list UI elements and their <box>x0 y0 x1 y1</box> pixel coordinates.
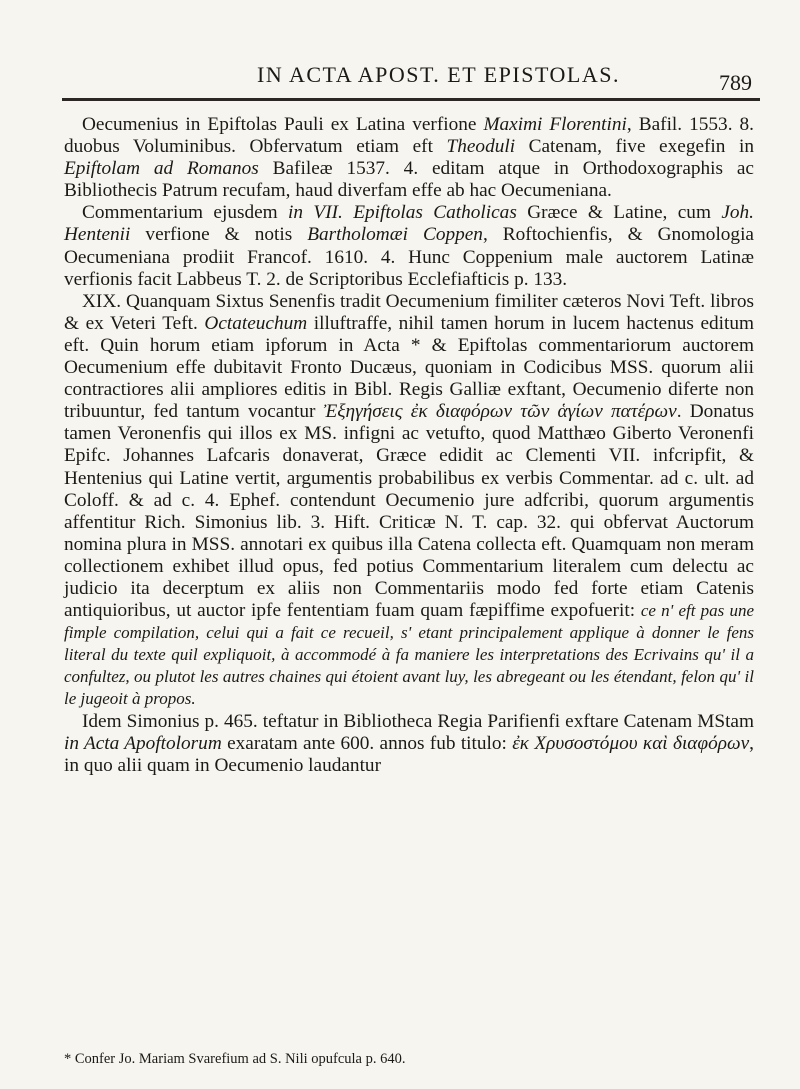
text-run: Oecumenius in Epiftolas Pauli ex Latina verfione <box>82 114 484 135</box>
italic-text-run: ce n' eft pas une fimple compilation, celui qui a fait ce recueil, s' etant principalement applique à donner le fens literal du texte quil expliquoit, à accommodé à fa maniere les interpretations des Ecrivains qu' il a confultez, ou plutot les autres chaines qui étoient avant luy, les abregeant ou les étendant, felon qu' il le jugeoit à propos. <box>64 601 755 709</box>
italic-text-run: Joh. Hentenii <box>64 202 754 246</box>
paragraph-commentarium <box>64 202 754 290</box>
body-text <box>64 114 754 777</box>
text-run: Græce & Latine, cum <box>516 202 722 224</box>
italic-text-run: Ἐξηγήσεις ἐκ διαφόρων τῶν ἁγίων πατέρων <box>323 401 677 423</box>
text-run: XIX. Quanquam Sixtus Senenfis tradit Oecumenium fimiliter cæteros Novi Teft. libros & ex Veteri Teft. <box>64 290 754 334</box>
paragraph-simonius <box>64 711 754 777</box>
text-run: , Roftochienfis, & Gnomologia Oecumeniana prodiit Francof. 1610. 4. Hunc Coppenium male auctorem Latinæ verfionis facit Labbeus T. 2. de Scriptoribus Ecclefiafticis p. 133. <box>64 224 754 290</box>
text-run: Bafileæ 1537. 4. editam atque in Orthodoxographis ac Bibliothecis Patrum recufam, haud diverfam effe ab hac Oecumeniana. <box>64 158 754 202</box>
text-run: illuftraffe, nihil tamen horum in lucem hactenus editum eft. Quin horum etiam ipforum in Acta * & Epiftolas commentariorum auctorem Oecumenium effe dubitavit Fronto Ducæus, quoniam in Codicibus MSS. quorum alii contractiores alii ampliores editis in Bibl. Regis Galliæ exftant, Oecumenio diferte non tribuuntur, fed tantum vocantur <box>64 312 754 423</box>
paragraph-xix <box>64 291 754 711</box>
running-title: IN ACTA APOST. ET EPISTOLAS. <box>257 62 620 87</box>
italic-text-run: Theoduli <box>446 136 516 158</box>
page-header <box>62 58 752 98</box>
italic-text-run: Bartholomæi Coppen <box>307 224 483 246</box>
header-rule <box>62 98 760 101</box>
text-run: . Donatus tamen Veronenfis qui illos ex MS. infigni ac vetufto, quod Matthæo Giberto Veronenfi Epifc. Johannes Lafcaris donaverat, Græce edidit ac Clementi VII. infcripfit, & Hentenius qui Latine vertit, argumentis probabilibus ex verbis Commentar. ad c. ult. ad Coloff. & ad c. 4. Ephef. contendunt Oecumenio jure adfcribi, quorum argumentis affentitur Rich. Simonius lib. 3. Hift. Criticæ N. T. cap. 32. qui obfervat Auctorum nomina plura in MSS. annotari ex quibus illa Catena collecta eft. Quamquam non meram collectionem exhibet illud opus, fed potius Commentarium literalem cum delectu ac judicio ita decerptum ex aliis non Commentariis modo fed forte etiam Catenis antiquioribus, ut auctor ipfe fententiam fuam quam fæpiffime expofuerit: <box>64 401 754 622</box>
text-run: exaratam ante 600. annos fub titulo: <box>221 732 513 754</box>
text-run: , in quo alii quam in Oecumenio laudantur <box>64 732 754 776</box>
page-number: 789 <box>719 70 752 95</box>
text-run: verfione & notis <box>130 224 308 246</box>
text-run: Catenam, five exegefin in <box>515 136 754 158</box>
text-run: Idem Simonius p. 465. teftatur in Bibliotheca Regia Parifienfi exftare Catenam MStam <box>82 710 754 732</box>
italic-text-run: Maximi Florentini <box>483 114 627 135</box>
italic-text-run: Octateuchum <box>204 312 308 334</box>
italic-text-run: ἐκ Χρυσοστόμου καὶ διαφόρων <box>512 732 750 754</box>
text-run: Commentarium ejusdem <box>82 202 289 224</box>
italic-text-run: in Acta Apoftolorum <box>64 732 222 754</box>
italic-text-run: in VII. Epiftolas Catholicas <box>288 202 517 224</box>
paragraph-oecumenius-epistolae <box>64 114 754 202</box>
text-run: , Bafil. 1553. 8. duobus Voluminibus. Obfervatum etiam eft <box>64 114 754 158</box>
italic-text-run: Epiftolam ad Romanos <box>64 158 259 180</box>
footnote: * Confer Jo. Mariam Svarefium ad S. Nili opufcula p. 640. <box>64 1051 406 1067</box>
